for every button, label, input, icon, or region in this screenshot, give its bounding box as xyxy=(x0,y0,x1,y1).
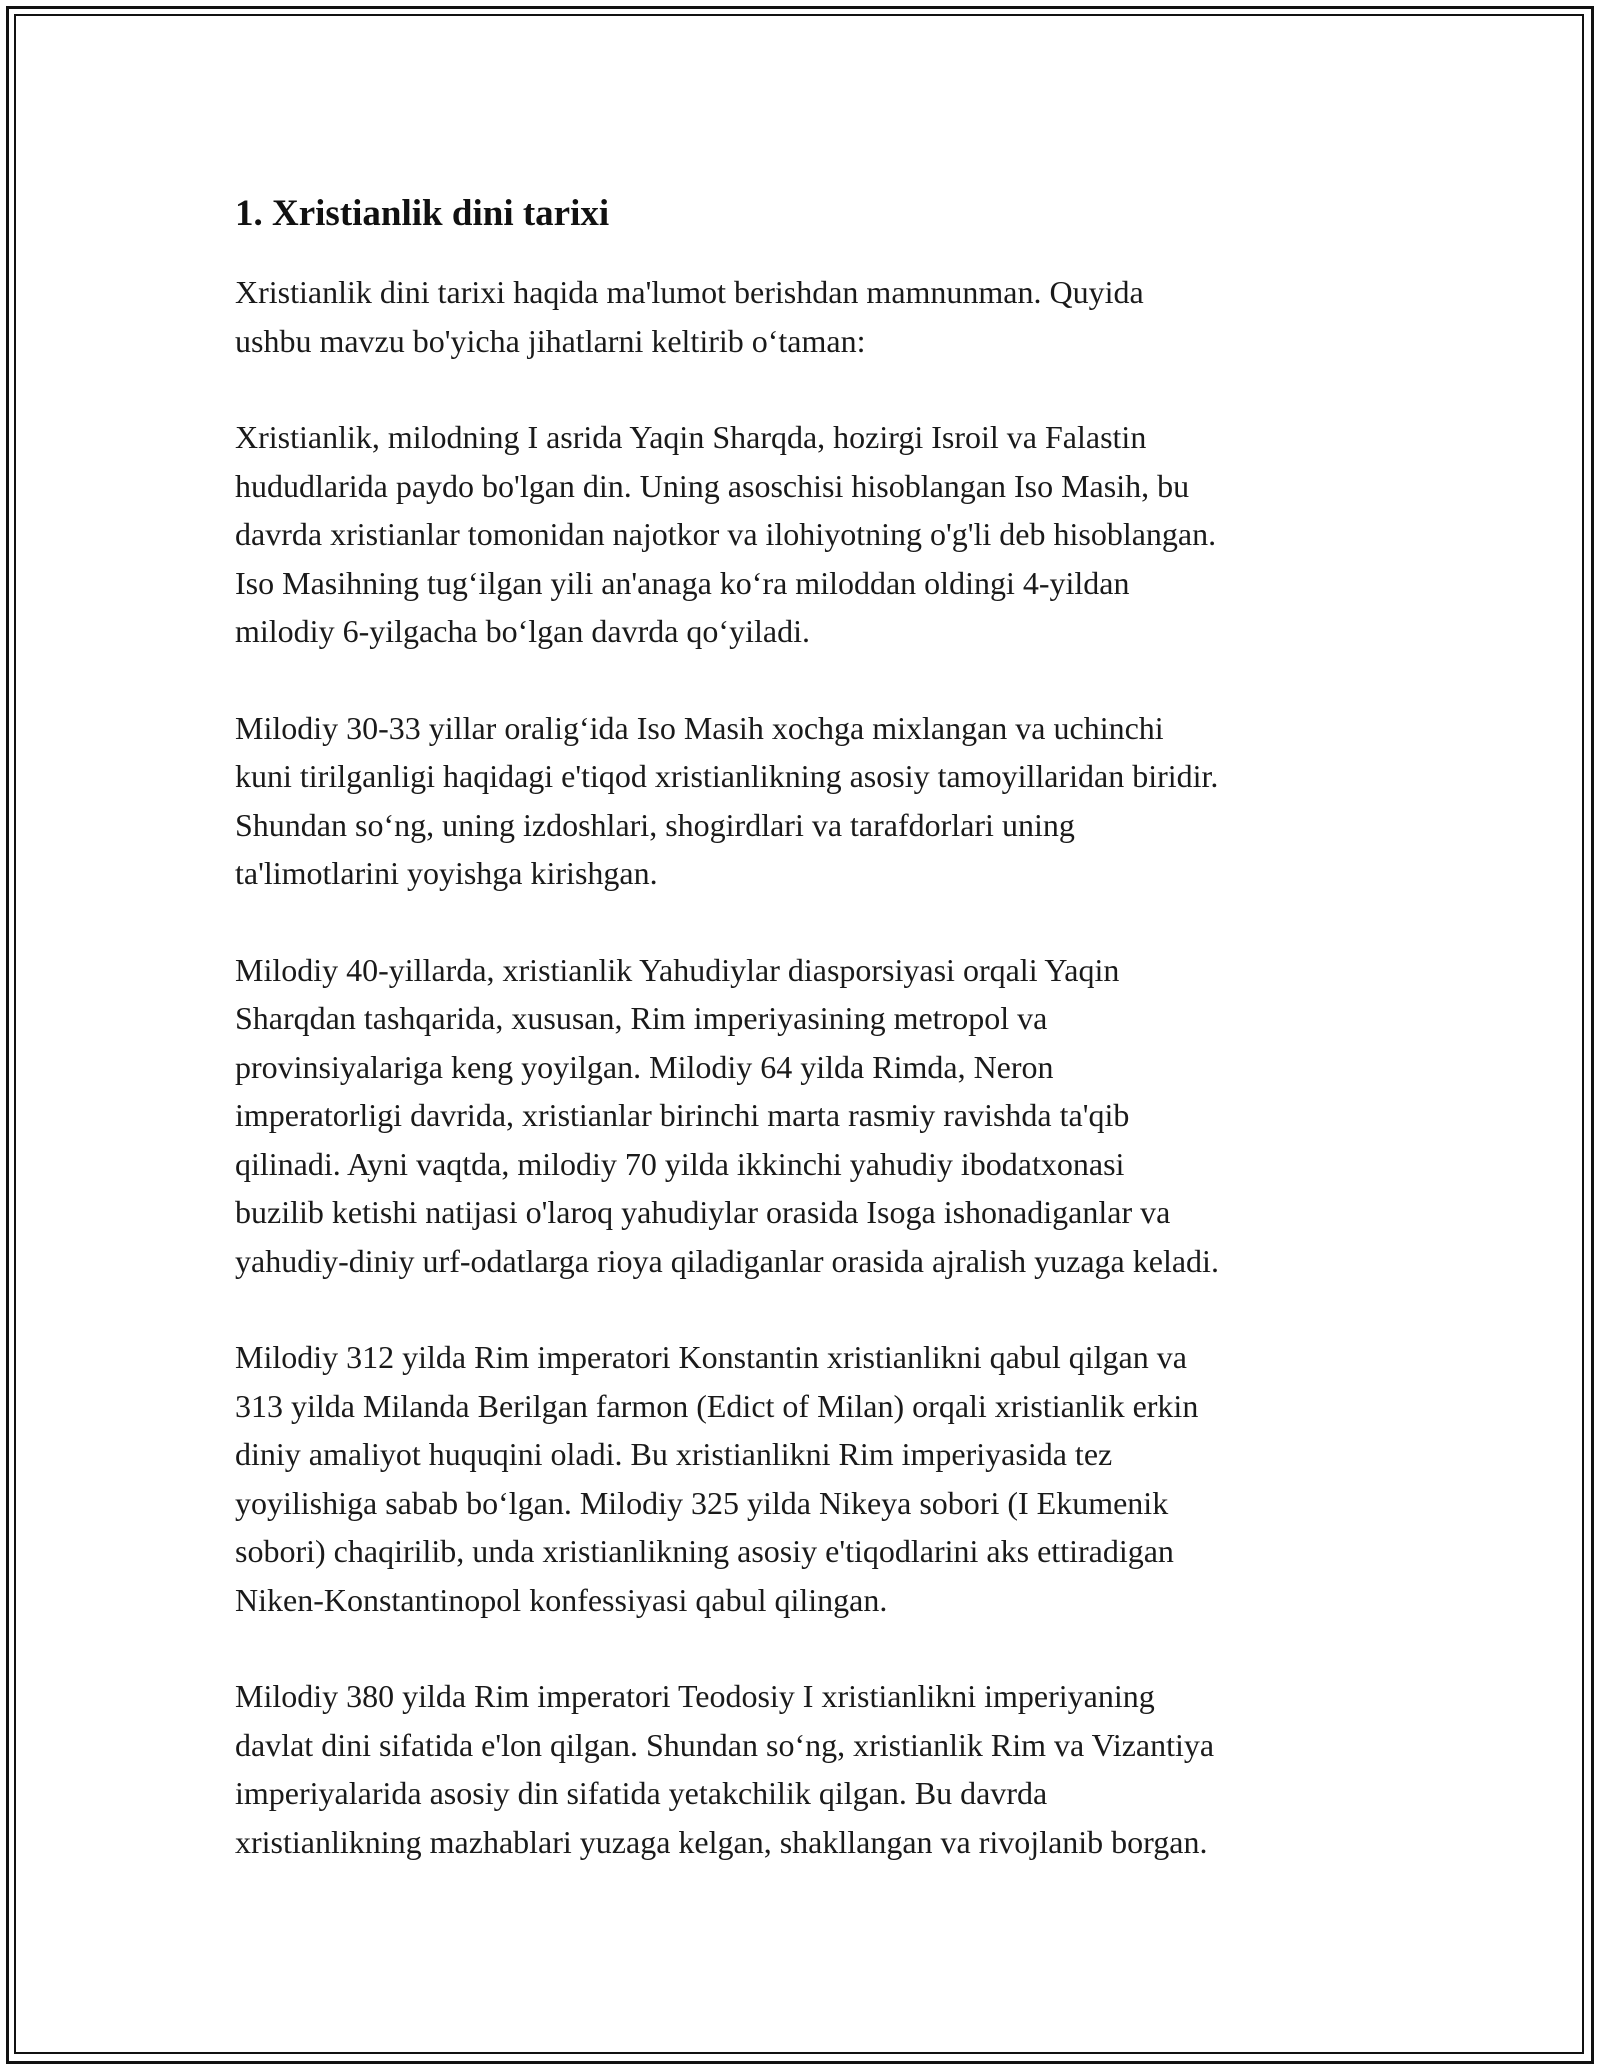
paragraph-line: davlat dini sifatida e'lon qilgan. Shundan so‘ng, xristianlik Rim va Vizantiya xyxy=(235,1726,1215,1763)
paragraph-line: davrda xristianlar tomonidan najotkor va ilohiyotning o'g'li deb hisoblangan. xyxy=(235,516,1217,552)
paragraph xyxy=(235,1333,1385,1624)
paragraph-line: Xristianlik, milodning I asrida Yaqin Sharqda, hozirgi Isroil va Falastin xyxy=(235,419,1147,455)
paragraph-line: Shundan so‘ng, uning izdoshlari, shogirdlari va tarafdorlari uning xyxy=(235,806,1075,843)
paragraph-line: qilinadi. Ayni vaqtda, milodiy 70 yilda ikkinchi yahudiy ibodatxonasi xyxy=(235,1145,1125,1182)
paragraph xyxy=(235,268,1385,365)
paragraph-list xyxy=(235,268,1385,1866)
document-body xyxy=(235,186,1385,1866)
paragraph-line: provinsiyalariga keng yoyilgan. Milodiy 64 yilda Rimda, Neron xyxy=(235,1048,1054,1085)
paragraph-line: ta'limotlarini yoyishga kirishgan. xyxy=(235,855,658,891)
paragraph xyxy=(235,704,1385,898)
paragraph-line: 313 yilda Milanda Berilgan farmon (Edict of Milan) orqali xristianlik erkin xyxy=(235,1387,1199,1424)
paragraph-line: kuni tirilganligi haqidagi e'tiqod xristianlikning asosiy tamoyillaridan biridir. xyxy=(235,758,1219,794)
paragraph-line: Iso Masihning tug‘ilgan yili an'anaga ko‘ra miloddan oldingi 4-yildan xyxy=(235,564,1130,601)
paragraph-line: xristianlikning mazhablari yuzaga kelgan, shakllangan va rivojlanib borgan. xyxy=(235,1823,1208,1860)
paragraph xyxy=(235,946,1385,1286)
paragraph-line: buzilib ketishi natijasi o'laroq yahudiylar orasida Isoga ishonadiganlar va xyxy=(235,1194,1171,1230)
paragraph-line: Xristianlik dini tarixi haqida ma'lumot berishdan mamnunman. Quyida xyxy=(235,274,1144,310)
paragraph-line: hududlarida paydo bo'lgan din. Uning asoschisi hisoblangan Iso Masih, bu xyxy=(235,467,1190,504)
paragraph-line: yoyilishiga sabab bo‘lgan. Milodiy 325 yilda Nikeya sobori (I Ekumenik xyxy=(235,1484,1169,1521)
paragraph-line: Milodiy 40-yillarda, xristianlik Yahudiylar diasporsiyasi orqali Yaqin xyxy=(235,951,1120,988)
paragraph-line: imperatorligi davrida, xristianlar birinchi marta rasmiy ravishda ta'qib xyxy=(235,1097,1130,1133)
paragraph-line: ushbu mavzu bo'yicha jihatlarni keltirib o‘taman: xyxy=(235,322,866,359)
paragraph-line: sobori) chaqirilib, unda xristianlikning asosiy e'tiqodlarini aks ettiradigan xyxy=(235,1533,1174,1569)
paragraph-line: Milodiy 380 yilda Rim imperatori Teodosiy I xristianlikni imperiyaning xyxy=(235,1678,1155,1714)
paragraph-line: Milodiy 30-33 yillar oralig‘ida Iso Masih xochga mixlangan va uchinchi xyxy=(235,709,1164,746)
section-heading: 1. Xristianlik dini tarixi xyxy=(235,193,610,234)
paragraph-line: Milodiy 312 yilda Rim imperatori Konstantin xristianlikni qabul qilgan va xyxy=(235,1339,1187,1375)
paragraph xyxy=(235,413,1385,656)
paragraph-line: Sharqdan tashqarida, xususan, Rim imperiyasining metropol va xyxy=(235,1000,1048,1036)
paragraph-line: yahudiy-diniy urf-odatlarga rioya qiladiganlar orasida ajralish yuzaga keladi. xyxy=(235,1242,1219,1279)
paragraph-line: milodiy 6-yilgacha bo‘lgan davrda qo‘yiladi. xyxy=(235,613,810,649)
paragraph xyxy=(235,1672,1385,1866)
paragraph-line: diniy amaliyot huquqini oladi. Bu xristianlikni Rim imperiyasida tez xyxy=(235,1436,1113,1472)
paragraph-line: Niken-Konstantinopol konfessiyasi qabul qilingan. xyxy=(235,1581,888,1618)
paragraph-line: imperiyalarida asosiy din sifatida yetakchilik qilgan. Bu davrda xyxy=(235,1775,1048,1811)
